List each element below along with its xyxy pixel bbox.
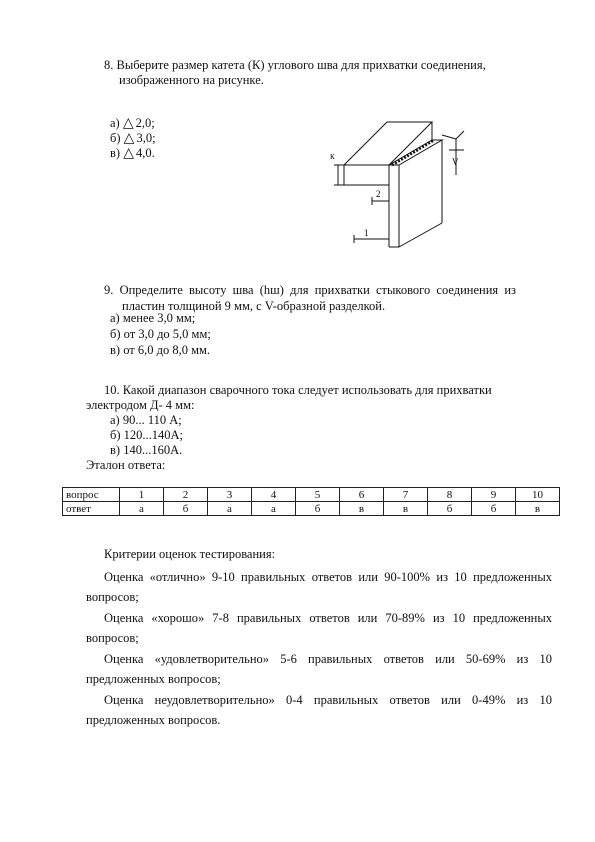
table-cell: 4 [252, 488, 296, 502]
figure-label-v: V [452, 157, 459, 167]
table-cell: б [428, 502, 472, 516]
question-9-line2: пластин толщиной 9 мм, с V-образной разделкой. [122, 299, 386, 313]
row-header: вопрос [63, 488, 120, 502]
question-8-line1: 8. Выберите размер катета (К) углового шва для прихватки соединения, [104, 58, 486, 72]
option-b: б) 120...140А; [110, 428, 184, 442]
table-cell: 9 [472, 488, 516, 502]
question-10-line2: электродом Д- 4 мм: [86, 398, 195, 412]
triangle-icon: △ [123, 131, 135, 146]
criteria-excellent: Оценка «отлично» 9-10 правильных ответов или 90-100% из 10 предложенных вопросов; [86, 570, 552, 604]
table-cell: 7 [384, 488, 428, 502]
option-a: а) △ 2,0; [110, 116, 155, 131]
option-b: б) △ 3,0; [110, 131, 156, 146]
question-8-options [110, 116, 156, 161]
option-c: в) от 6,0 до 8,0 мм. [110, 343, 211, 357]
table-cell: в [384, 502, 428, 516]
figure-label-2: 2 [376, 189, 381, 199]
table-cell: 5 [296, 488, 340, 502]
table-cell: 6 [340, 488, 384, 502]
table-cell: а [208, 502, 252, 516]
criteria-title: Критерии оценок тестирования: [104, 547, 276, 561]
question-8 [104, 58, 486, 88]
table-cell: 2 [164, 488, 208, 502]
table-cell: 3 [208, 488, 252, 502]
option-c: в) 140...160А. [110, 443, 183, 457]
criteria-satisfactory: Оценка «удовлетворительно» 5-6 правильных ответов или 50-69% из 10 предложенных вопросов; [86, 652, 552, 686]
option-a: а) менее 3,0 мм; [110, 311, 196, 325]
table-cell: 1 [120, 488, 164, 502]
table-cell: б [296, 502, 340, 516]
question-10-options [110, 413, 183, 458]
criteria-unsatisfactory: Оценка неудовлетворительно» 0-4 правильных ответов или 0-49% из 10 предложенных вопросов. [86, 693, 552, 727]
weld-joint-figure [324, 115, 474, 255]
table-cell: 10 [516, 488, 560, 502]
question-10-line1: 10. Какой диапазон сварочного тока следует использовать для прихватки [104, 383, 492, 397]
table-row [63, 502, 560, 516]
table-cell: 8 [428, 488, 472, 502]
table-cell: б [164, 502, 208, 516]
question-9-options [110, 310, 211, 358]
question-9-line1: 9. Определите высоту шва (hш) для прихватки стыкового соединения из [104, 283, 516, 297]
table-cell: а [120, 502, 164, 516]
option-a: а) 90... 110 А; [110, 413, 182, 427]
table-cell: б [472, 502, 516, 516]
table-cell: в [516, 502, 560, 516]
answer-table [62, 487, 560, 516]
criteria-good: Оценка «хорошо» 7-8 правильных ответов или 70-89% из 10 предложенных вопросов; [86, 611, 552, 645]
figure-label-k: К [330, 153, 335, 161]
row-header: ответ [63, 502, 120, 516]
figure-label-1: 1 [364, 228, 369, 238]
table-cell: а [252, 502, 296, 516]
option-c: в) △ 4,0. [110, 146, 155, 161]
option-b: б) от 3,0 до 5,0 мм; [110, 327, 211, 341]
table-cell: в [340, 502, 384, 516]
table-row [63, 488, 560, 502]
triangle-icon: △ [123, 146, 134, 161]
answer-key-label: Эталон ответа: [86, 458, 166, 472]
question-10 [86, 383, 492, 413]
question-8-line2: изображенного на рисунке. [119, 73, 264, 87]
triangle-icon: △ [122, 116, 134, 131]
